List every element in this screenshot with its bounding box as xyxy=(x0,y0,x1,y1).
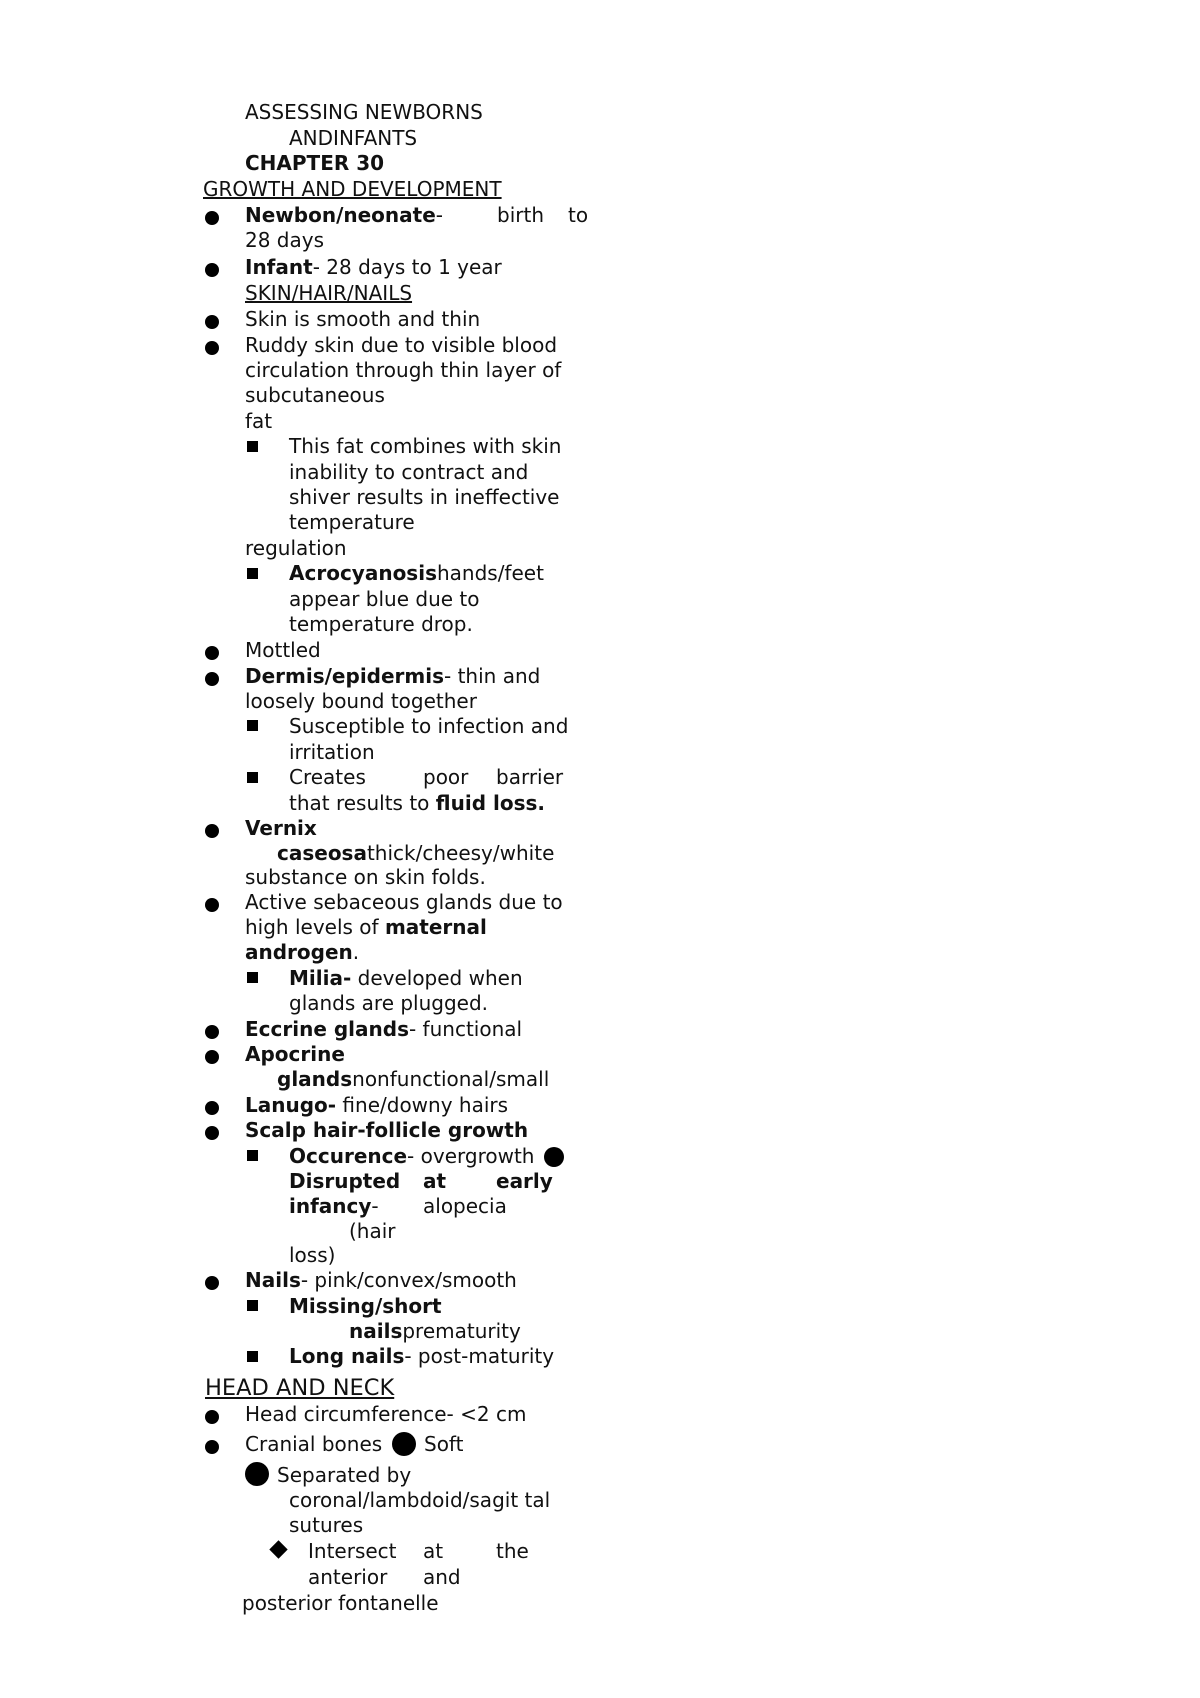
bullet-square-icon xyxy=(247,772,258,783)
dermis-line2: loosely bound together xyxy=(245,689,477,713)
sebaceous-line1: Active sebaceous glands due to xyxy=(245,890,563,914)
disrupted-word1: Disrupted xyxy=(289,1169,401,1193)
bullet-square-icon xyxy=(247,568,258,579)
bullet-dot-icon xyxy=(392,1432,416,1456)
bullet-square-icon xyxy=(247,1300,258,1311)
bullet-dot-icon xyxy=(205,672,219,686)
creates-word1: Creates xyxy=(289,765,366,789)
separated-line1: Separated by xyxy=(277,1463,412,1487)
regulation-line: regulation xyxy=(245,536,347,560)
intersect-line3: posterior fontanelle xyxy=(242,1591,439,1615)
bullet-dot-icon xyxy=(544,1147,564,1167)
newborn-line2: 28 days xyxy=(245,228,325,252)
bullet-dot-icon xyxy=(205,1101,219,1115)
list-item-lanugo: Lanugo- fine/downy hairs xyxy=(245,1093,509,1117)
fat-combo-line3: shiver results in ineffective xyxy=(289,485,560,509)
vernix-line1: Vernix xyxy=(245,816,317,840)
fat-combo-line1: This fat combines with skin xyxy=(289,434,562,458)
vernix-line2: caseosathick/cheesy/white xyxy=(277,841,555,865)
ruddy-line2: circulation through thin layer of xyxy=(245,358,562,382)
disrupted-hair: (hair xyxy=(349,1219,396,1243)
ruddy-line4: fat xyxy=(245,409,273,433)
milia-line1: Milia- developed when xyxy=(289,966,523,990)
bullet-square-icon xyxy=(247,441,258,452)
bullet-diamond-icon xyxy=(269,1540,287,1558)
fat-combo-line2: inability to contract and xyxy=(289,460,529,484)
missing-line1: Missing/short xyxy=(289,1294,442,1318)
disrupted-word2: at xyxy=(423,1169,447,1193)
list-item-circumference: Head circumference- <2 cm xyxy=(245,1402,527,1426)
separated-line3: sutures xyxy=(289,1513,364,1537)
list-item-newborn: Newbon/neonate- xyxy=(245,203,443,227)
bullet-dot-icon xyxy=(205,824,219,838)
doc-title-line2: ANDINFANTS xyxy=(289,126,418,150)
creates-word3: barrier xyxy=(496,765,564,789)
bullet-dot-icon xyxy=(205,898,219,912)
milia-line2: glands are plugged. xyxy=(289,991,489,1015)
sebaceous-line2: high levels of maternal xyxy=(245,915,487,939)
section-heading-growth: GROWTH AND DEVELOPMENT xyxy=(203,177,502,201)
bullet-dot-icon xyxy=(205,211,219,225)
bullet-dot-icon xyxy=(205,315,219,329)
list-item-mottled: Mottled xyxy=(245,638,321,662)
list-item-long-nails: Long nails- post-maturity xyxy=(289,1344,555,1368)
disrupted-word3: early xyxy=(496,1169,553,1193)
bullet-dot-icon xyxy=(245,1462,269,1486)
intersect-word5: and xyxy=(423,1565,461,1589)
bullet-square-icon xyxy=(247,720,258,731)
bullet-dot-icon xyxy=(205,263,219,277)
list-item-nails: Nails- pink/convex/smooth xyxy=(245,1268,517,1292)
bullet-dot-icon xyxy=(205,1410,219,1424)
intersect-word3: the xyxy=(496,1539,529,1563)
bullet-dot-icon xyxy=(205,341,219,355)
list-item-smooth: Skin is smooth and thin xyxy=(245,307,481,331)
bullet-dot-icon xyxy=(205,1050,219,1064)
intersect-word2: at xyxy=(423,1539,444,1563)
susceptible-line1: Susceptible to infection and xyxy=(289,714,569,738)
disrupted-loss: loss) xyxy=(289,1243,336,1267)
disrupted-line2: infancy- xyxy=(289,1194,379,1218)
disrupted-word-alopecia: alopecia xyxy=(423,1194,507,1218)
list-item-scalp: Scalp hair-follicle growth xyxy=(245,1118,529,1142)
bullet-dot-icon xyxy=(205,1126,219,1140)
bullet-dot-icon xyxy=(205,1440,219,1454)
list-item-eccrine: Eccrine glands- functional xyxy=(245,1017,523,1041)
intersect-word1: Intersect xyxy=(308,1539,397,1563)
bullet-dot-icon xyxy=(205,1025,219,1039)
acro-line1: Acrocyanosishands/feet xyxy=(289,561,544,585)
section-heading-head: HEAD AND NECK xyxy=(205,1375,395,1401)
intersect-word4: anterior xyxy=(308,1565,388,1589)
apocrine-line1: Apocrine xyxy=(245,1042,345,1066)
separated-line2: coronal/lambdoid/sagit tal xyxy=(289,1488,551,1512)
bullet-square-icon xyxy=(247,1150,258,1161)
susceptible-line2: irritation xyxy=(289,740,375,764)
acro-line3: temperature drop. xyxy=(289,612,473,636)
dermis-line1: Dermis/epidermis- thin and xyxy=(245,664,541,688)
bullet-square-icon xyxy=(247,1351,258,1362)
cranial-bones-text: Cranial bones xyxy=(245,1432,383,1456)
creates-word2: poor xyxy=(423,765,469,789)
newborn-word-to: to xyxy=(568,203,589,227)
vernix-line3: substance on skin folds. xyxy=(245,865,486,889)
occurence-line: Occurence- overgrowth xyxy=(289,1144,535,1168)
bullet-square-icon xyxy=(247,972,258,983)
doc-title-line1: ASSESSING NEWBORNS xyxy=(245,100,483,124)
sebaceous-line3: androgen. xyxy=(245,940,360,964)
acro-line2: appear blue due to xyxy=(289,587,480,611)
bullet-dot-icon xyxy=(205,646,219,660)
bullet-dot-icon xyxy=(205,1276,219,1290)
ruddy-line3: subcutaneous xyxy=(245,383,385,407)
missing-line2: nailsprematurity xyxy=(349,1319,521,1343)
apocrine-line2: glandsnonfunctional/small xyxy=(277,1067,550,1091)
ruddy-line1: Ruddy skin due to visible blood xyxy=(245,333,558,357)
newborn-word-birth: birth xyxy=(497,203,544,227)
section-heading-skin: SKIN/HAIR/NAILS xyxy=(245,281,413,305)
fat-combo-line4: temperature xyxy=(289,510,415,534)
cranial-soft-text: Soft xyxy=(424,1432,464,1456)
chapter-label: CHAPTER 30 xyxy=(245,151,385,175)
creates-line2: that results to fluid loss. xyxy=(289,791,545,815)
list-item-infant: Infant- 28 days to 1 year xyxy=(245,255,502,279)
